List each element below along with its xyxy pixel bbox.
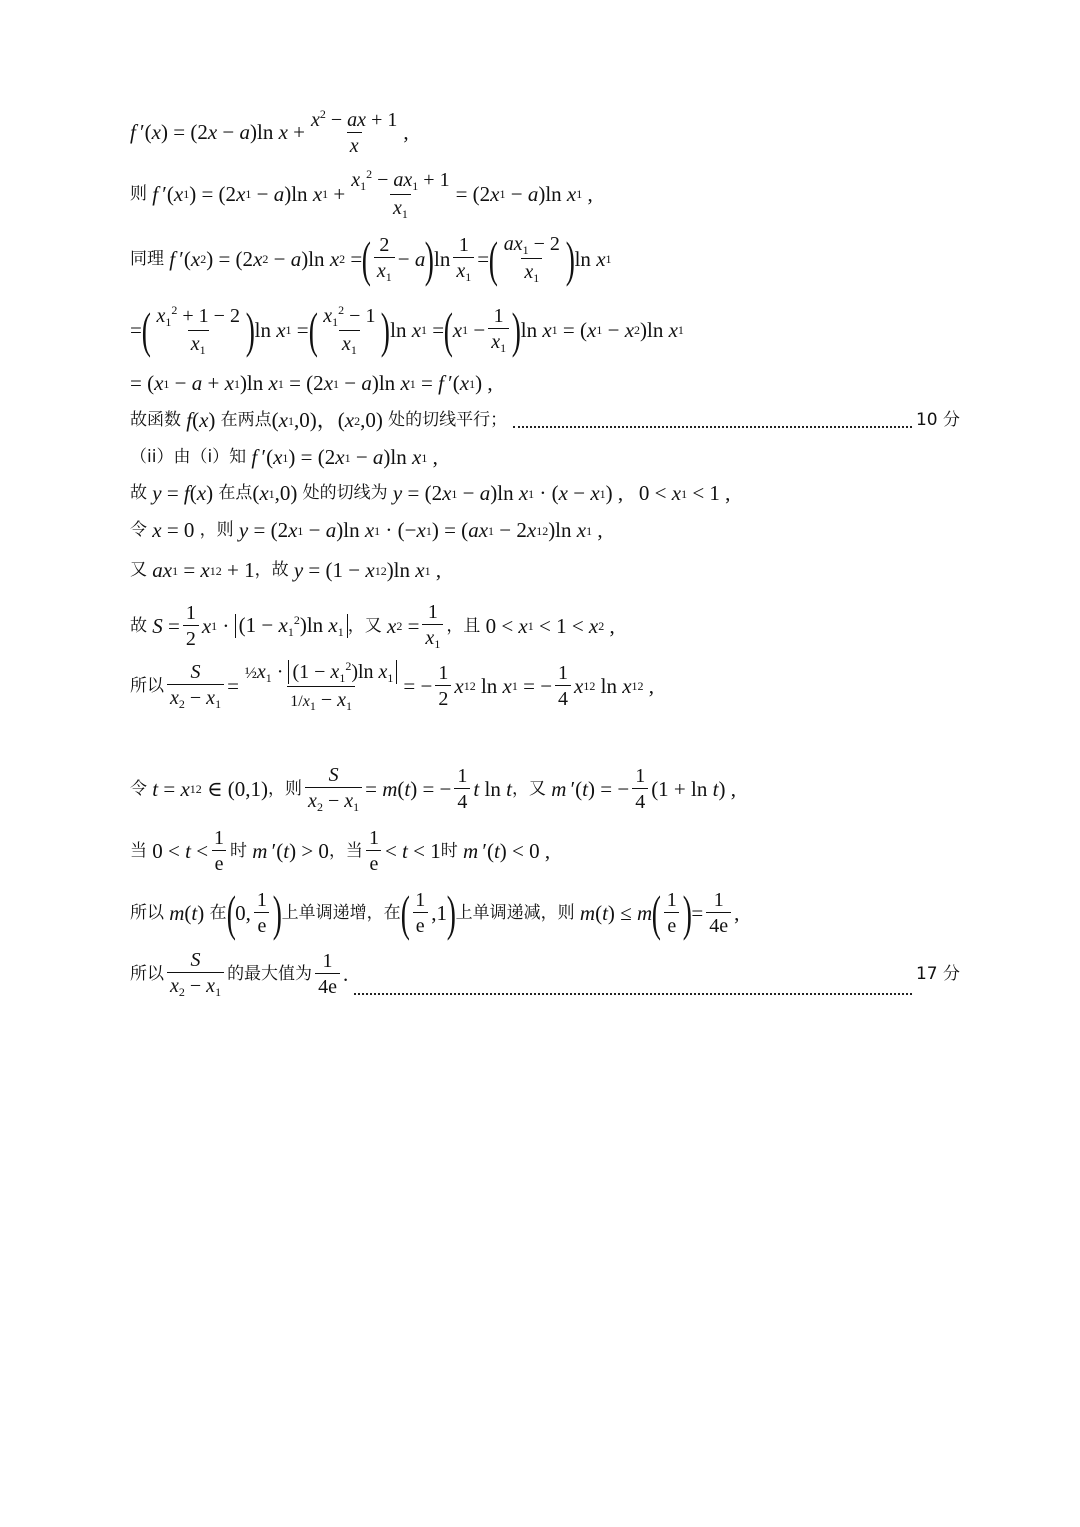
formula-line-1: f ′ ( x ) = (2 x − a )ln x + $\frac{x^2 - ax + 1}{x}$ , [130, 107, 409, 157]
formula-line-14: 当 0 < t < $\frac{1}{e}$ 时 m ′( t ) > 0 ，当 $\frac{1}{e}$ < t < 1 时 m ′( t ) < 0 , [130, 827, 551, 875]
line-9-text-b: ，则 [199, 520, 234, 540]
line-11-text-c: ，且 [446, 615, 481, 636]
line-15-text-a: 所以 [130, 902, 164, 923]
line-15-text-d: 上单调递减，则 [455, 902, 575, 923]
line-14-text-c: ，当 [328, 840, 363, 861]
line-10-text-a: 又 [130, 560, 147, 580]
line-9-text-a: 令 [130, 520, 147, 540]
dotted-leader [354, 993, 912, 995]
line-11-text-b: ，又 [347, 615, 382, 636]
line-2-prefix: 则 [130, 183, 147, 204]
line-13-text-c: ，又 [511, 778, 546, 799]
formula-line-4: = ( $\frac{x_1^2 + 1 - 2}{x_1}$ ) ln x 1 = ( $\frac{x_1^2 - 1}{x_1}$ ) ln x 1 = ( x 1 − $\frac{1}{x_1}$ ) ln x 1 = ( x 1 − x 2 )ln x 1 [130, 302, 684, 358]
line-6-text-b: 在两点 [220, 410, 272, 430]
line-14-text-b: 时 [230, 840, 248, 861]
line-10-text-b: ，故 [254, 560, 289, 580]
line-13-text-a: 令 [130, 778, 147, 799]
formula-line-2: 则 f ′( x 1 ) = (2 x 1 − a )ln x 1 + $\frac{x_1^2 - ax_1 + 1}{x_1}$ = (2 x 1 − a )ln x 1 , [130, 167, 593, 221]
score-10: 10 分 [915, 410, 960, 430]
line-13-text-b: ，则 [268, 778, 303, 799]
formula-line-16: 所以 $\frac{S}{x_2 - x_1}$ 的最大值为 $\frac{1}{4e}$ . 17 分 [130, 949, 960, 999]
line-15-text-b: 在 [209, 902, 227, 923]
formula-line-3: 同理 f ′( x 2 ) = (2 x 2 − a )ln x 2 = ( $\frac{2}{x_1}$ − a ) ln $\frac{1}{x_1}$ = ( $\frac{ax_1 - 2}{x_1}$ ) ln x 1 [130, 231, 612, 287]
line-6-text-a: 故函数 [130, 410, 181, 430]
line-14-text-d: 时 [440, 840, 458, 861]
formula-line-12: 所以 $\frac{S}{x_2 - x_1}$ = $\frac{\frac{1}{2}x_1 \cdot (1 - x_1^2)\ln x_1}{1/x_1 - x_1}$ = − $\frac{1}{2}$ x 1 2 ln x 1 = − $\frac{1}{4}$ x 1 2 ln x 1 2 , [130, 659, 655, 713]
formula-line-15: 所以 m ( t ) 在 ( 0, $\frac{1}{e}$ ) 上单调递增，在 ( $\frac{1}{e}$ ,1 ) 上单调递减，则 m ( t ) ≤ m ( $\frac{1}{e}$ ) = $\frac{1}{4e}$ , [130, 885, 740, 941]
line-14-text-a: 当 [130, 840, 147, 861]
line-11-text-a: 故 [130, 615, 147, 636]
score-17: 17 分 [915, 963, 960, 984]
line-16-text-a: 所以 [130, 963, 164, 984]
formula-line-9: 令 x = 0 ，则 y = (2 x 1 − a )ln x 1 · (− x 1 ) = ( ax 1 − 2 x 1 2 )ln x 1 , [130, 518, 603, 542]
formula-line-6: 故函数 f ( x ) 在两点 ( x 1 ,0)，( x 2 ,0) 处的切线平行； 10 分 [130, 408, 960, 432]
line-6-text-c: 处的切线平行； [388, 410, 508, 430]
line-8-text-a: 故 [130, 483, 147, 503]
formula-line-5: = ( x 1 − a + x 1 )ln x 1 = (2 x 1 − a )ln x 1 = f ′( x 1 ) , [130, 371, 493, 395]
formula-line-7: （ii）由（i）知 f ′( x 1 ) = (2 x 1 − a )ln x 1 , [130, 445, 438, 469]
line-8-text-c: 处的切线为 [302, 483, 388, 503]
line-15-text-c: 上单调递增，在 [281, 902, 401, 923]
formula-line-10: 又 ax 1 = x 1 2 + 1 ，故 y = (1 − x 1 2 )ln x 1 , [130, 558, 442, 582]
line-16-text-b: 的最大值为 [227, 963, 313, 984]
line-3-prefix: 同理 [130, 248, 164, 269]
line-8-text-b: 在点 [218, 483, 253, 503]
dotted-leader [513, 426, 912, 428]
line-12-text-a: 所以 [130, 675, 164, 696]
formula-line-11: 故 S = $\frac{1}{2}$ x 1 · $(1 - x_1^2)\ln$ $x_1$ ，又 x 2 = $\frac{1}{x_1}$ ，且 0 < x 1 < 1 < x 2 , [130, 601, 615, 651]
formula-line-8: 故 y = f ( x ) 在点 ( x 1 ,0) 处的切线为 y = (2 x 1 − a )ln x 1 · ( x − x 1 ) , 0 < x 1 < 1 , [130, 481, 731, 505]
formula-line-13: 令 t = x 1 2 ∈ (0,1) ，则 $\frac{S}{x_2 - x_1}$ = m ( t ) = − $\frac{1}{4}$ t ln t ，又 m ′( t ) = − $\frac{1}{4}$ (1 + ln t ) , [130, 764, 736, 814]
line-7-text-a: （ii）由（i）知 [130, 447, 247, 467]
